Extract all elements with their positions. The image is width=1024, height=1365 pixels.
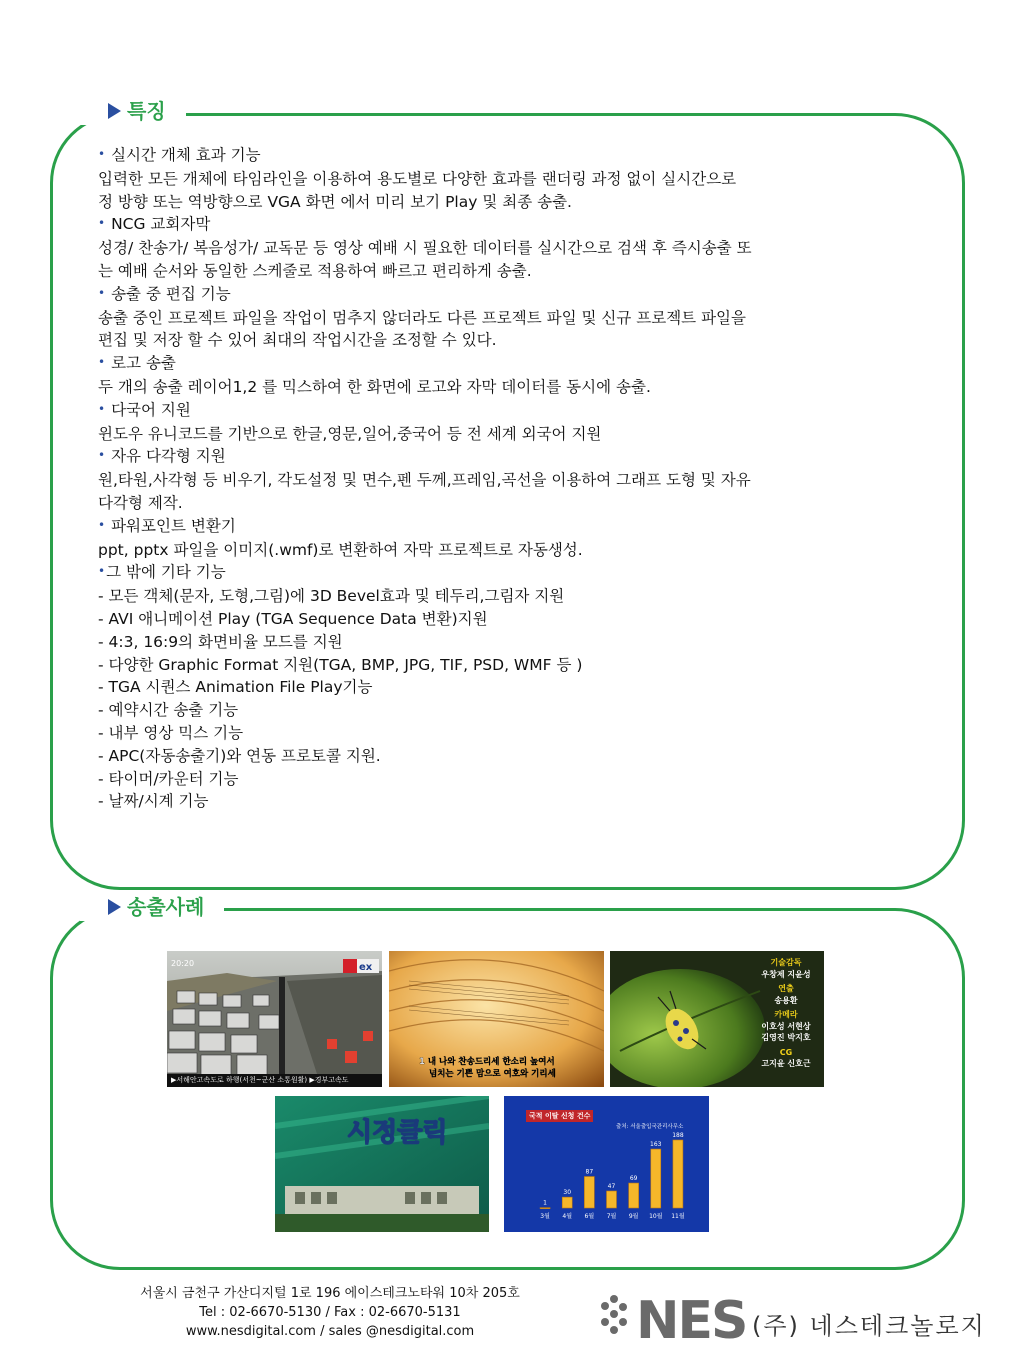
feature-line: - 타이머/카운터 기능 — [98, 769, 239, 788]
bullet-icon: • — [98, 401, 106, 416]
traffic-time: 20:20 — [171, 959, 195, 968]
credit-names: 송용환 — [774, 995, 798, 1005]
credit-role: 연출 — [778, 984, 794, 993]
feature-line: • 다국어 지원 — [98, 400, 191, 419]
traffic-caption: ▶서해안고속도로 하행(서천~군산 소통원활) ▶경부고속도 — [167, 1074, 382, 1087]
feature-line: 원,타원,사각형 등 비우기, 각도설정 및 면수,펜 두께,프레임,곡선을 이용하여 그래프 도형 및 자유 — [98, 471, 751, 490]
bar-category-label: 3월 — [540, 1213, 550, 1220]
bar-value-label: 30 — [563, 1189, 572, 1197]
sijeong-scene — [275, 1096, 489, 1232]
bar — [673, 1140, 683, 1208]
bar-value-label: 47 — [607, 1183, 616, 1190]
feature-line: - 날짜/시계 기능 — [98, 792, 209, 811]
bullet-icon: • — [98, 448, 106, 463]
hymn-caption-line-2: 넘치는 기쁜 맘으로 여호와 기리세 — [429, 1069, 556, 1079]
bar-chart-title: 국적 이탈 신청 건수 — [526, 1110, 593, 1122]
features-title: 특징 — [80, 97, 186, 125]
nes-logo-text: NES — [636, 1291, 747, 1346]
feature-line: • 파워포인트 변환기 — [98, 516, 236, 535]
sijeong-title: 시정클릭 — [347, 1118, 448, 1148]
expressway-logo: ex — [359, 962, 373, 973]
credit-names: 이호성 서현상 — [761, 1021, 811, 1031]
bullet-icon: • — [98, 355, 106, 370]
bar — [629, 1183, 639, 1208]
traffic-scene — [167, 951, 382, 1087]
hymn-broadcast-image — [389, 951, 604, 1087]
feature-line: 는 예배 순서와 동일한 스케줄로 적용하여 빠르고 편리하게 송출. — [98, 261, 532, 280]
credit-names: 우창제 지윤성 — [761, 969, 811, 979]
examples-title: 송출사례 — [80, 893, 224, 921]
feature-line: • 실시간 개체 효과 기능 — [98, 146, 261, 164]
footer-web: www.nesdigital.com / sales @nesdigital.com — [185, 1324, 475, 1339]
traffic-broadcast-image — [167, 951, 382, 1087]
bar — [584, 1177, 594, 1208]
feature-line: - TGA 시퀀스 Animation File Play기능 — [98, 678, 373, 697]
feature-line: - 모든 객체(문자, 도형,그림)에 3D Bevel효과 및 테두리,그림자 지원 — [98, 587, 565, 606]
hymn-caption-line-1: 1 내 나와 찬송드리세 한소리 높여서 — [419, 1057, 555, 1067]
bar-value-label: 69 — [629, 1175, 638, 1183]
feature-line: 송출 중인 프로젝트 파일을 작업이 멈추지 않더라도 다른 프로젝트 파일 및 신규 프로젝트 파일을 — [98, 308, 747, 327]
footer-phone: Tel : 02-6670-5130 / Fax : 02-6670-5131 — [199, 1305, 461, 1320]
triangle-right-icon — [108, 103, 121, 119]
bar-chart — [504, 1096, 709, 1232]
feature-line: - 4:3, 16:9의 화면비율 모드를 지원 — [98, 632, 343, 651]
bar-value-label: 163 — [650, 1141, 662, 1149]
hymn-scene — [389, 951, 604, 1087]
credits-list — [750, 957, 822, 1070]
footer-address: 서울시 금천구 가산디지털 1로 196 에이스테크노타워 10차 205호 — [140, 1286, 520, 1301]
feature-line: • 자유 다각형 지원 — [98, 447, 226, 466]
feature-line: 성경/ 찬송가/ 복음성가/ 교독문 등 영상 예배 시 필요한 데이터를 실시간으로 검색 후 즉시송출 또 — [98, 239, 752, 258]
bullet-icon: • — [98, 147, 106, 161]
credit-role: 카메라 — [774, 1010, 798, 1019]
bar-value-label: 87 — [585, 1168, 594, 1176]
bar-value-label: 188 — [672, 1132, 684, 1139]
credit-role: 기술감독 — [770, 958, 802, 967]
sijeong-broadcast-image — [275, 1096, 489, 1232]
bar-category-label: 9월 — [628, 1213, 639, 1220]
bar-category-label: 4월 — [562, 1213, 573, 1220]
bullet-icon: • — [98, 285, 106, 300]
credits-broadcast-image — [610, 951, 824, 1087]
company-name: (주) 네스테크놀로지 — [752, 1312, 986, 1340]
feature-line: ppt, pptx 파일을 이미지(.wmf)로 변환하여 자막 프로젝트로 자동생성. — [98, 540, 583, 559]
feature-line: 정 방향 또는 역방향으로 VGA 화면 에서 미리 보기 Play 및 최종 송출. — [98, 192, 572, 211]
feature-line: 편집 및 저장 할 수 있어 최대의 작업시간을 조정할 수 있다. — [98, 331, 497, 350]
feature-line: 두 개의 송출 레이어1,2 를 믹스하여 한 화면에 로고와 자막 데이터를 동시에 송출. — [98, 377, 651, 396]
bar-category-label: 7월 — [606, 1213, 617, 1220]
credit-names: 고지윤 신호근 — [761, 1059, 811, 1068]
bar — [651, 1149, 661, 1208]
credit-names: 김영진 박지호 — [761, 1033, 811, 1042]
feature-line: 다각형 제작. — [98, 493, 183, 512]
features-list — [98, 144, 938, 813]
feature-line: 입력한 모든 개체에 타임라인을 이용하여 용도별로 다양한 효과를 랜더링 과정 없이 실시간으로 — [98, 169, 737, 188]
bar — [540, 1208, 550, 1209]
credit-role: CG — [779, 1047, 793, 1057]
bar-chart-source: 출처: 서울출입국관리사무소 — [616, 1124, 684, 1130]
bar — [562, 1197, 572, 1208]
feature-line: - APC(자동송출기)와 연동 프로토콜 지원. — [98, 746, 381, 765]
feature-line: - 다양한 Graphic Format 지원(TGA, BMP, JPG, TIF, PSD, WMF 등 ) — [98, 655, 583, 674]
feature-line: - 예약시간 송출 기능 — [98, 701, 239, 720]
footer-contact — [60, 1284, 600, 1341]
bar-category-label: 6월 — [584, 1213, 595, 1220]
bar-chart-broadcast-image — [504, 1096, 709, 1232]
feature-line: - AVI 애니메이션 Play (TGA Sequence Data 변환)지원 — [98, 609, 488, 628]
bar-value-label: 1 — [543, 1199, 547, 1207]
bar — [607, 1191, 617, 1208]
triangle-right-icon — [108, 899, 121, 915]
bullet-icon: • — [98, 517, 106, 532]
nes-logo-mark — [598, 1290, 748, 1346]
bullet-icon: • — [98, 564, 106, 579]
bar-category-label: 10월 — [649, 1213, 663, 1220]
bullet-icon: • — [98, 216, 106, 231]
feature-line: • 로고 송출 — [98, 354, 176, 373]
feature-line: - 내부 영상 믹스 기능 — [98, 723, 244, 742]
feature-line: • 송출 중 편집 기능 — [98, 284, 231, 303]
feature-line: 윈도우 유니코드를 기반으로 한글,영문,일어,중국어 등 전 세계 외국어 지원 — [98, 424, 602, 443]
bar-category-label: 11월 — [671, 1213, 685, 1220]
feature-line: •그 밖에 기타 기능 — [98, 563, 226, 582]
feature-line: • NCG 교회자막 — [98, 215, 211, 234]
